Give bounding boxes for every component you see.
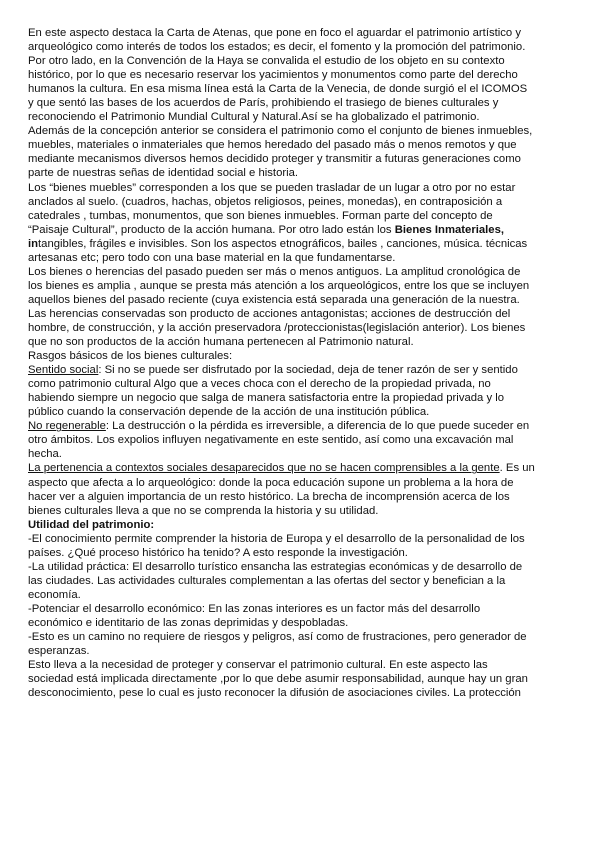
text-line: esperanzas. xyxy=(28,645,90,658)
text-line: países. ¿Qué proceso histórico ha tenido? A esto responde la investigación. xyxy=(28,546,408,559)
text-line: aquellos bienes del pasado reciente (cuya existencia está separada una generación de la nuestra. xyxy=(28,293,520,306)
text-line: otro ámbitos. Los expolios influyen negativamente en este sentido, así como una excavación mal xyxy=(28,434,514,447)
text-line: intangibles, frágiles e invisibles. Son los aspectos etnográficos, bailes , canciones, música. técnicas xyxy=(28,237,528,250)
text-line: desconocimiento, pese lo cual es justo reconocer la difusión de asociaciones civiles. La protección xyxy=(28,687,521,700)
text-line: -La utilidad práctica: El desarrollo turístico ensancha las estrategias económicas y de desarrollo de xyxy=(28,560,523,573)
text-line: Sentido social: Si no se puede ser disfrutado por la sociedad, deja de tener razón de ser y sentido xyxy=(28,364,518,377)
text-line: que no son productos de la acción humana pertenecen al Patrimonio natural. xyxy=(28,336,414,349)
text-line: No regenerable: La destrucción o la pérdida es irreversible, a diferencia de lo que puede suceder en xyxy=(28,420,530,433)
text-line: Además de la concepción anterior se considera el patrimonio como el conjunto de bienes inmuebles, xyxy=(28,125,533,138)
text-line: hacer ver a alguien importancia de un resto histórico. La brecha de incomprensión acerca de los xyxy=(28,490,510,503)
underlined-term-no-regenerable: No regenerable xyxy=(28,420,106,433)
text-line: -Esto es un camino no requiere de riesgos y peligros, así como de frustraciones, pero generador de xyxy=(28,631,527,644)
text-line: como patrimonio cultural Algo que a veces choca con el derecho de la propiedad privada, no xyxy=(28,378,491,391)
text-line: arqueológico como interés de todos los estados; es decir, el fomento y la promoción del patrimonio. xyxy=(28,41,526,54)
text-line: anclados al suelo. (cuadros, hachas, objetos religiosos, peines, monedas), en contraposición a xyxy=(28,195,503,208)
text-line: artesanas etc; pero todo con una base material en la que fundamentarse. xyxy=(28,251,396,264)
text-line: habiendo siempre un negocio que salga de manera satisfactoria entre la propiedad privada y lo xyxy=(28,392,505,405)
text-line: “Paisaje Cultural”, producto de la acción humana. Por otro lado están los Bienes Inmateriales, xyxy=(28,223,504,236)
text-line: Las herencias conservadas son producto de acciones antagonistas; acciones de destrucción del xyxy=(28,307,511,320)
text-line: y que sentó las bases de los acuerdos de París, prohibiendo el trasiego de bienes culturales y xyxy=(28,97,499,110)
text-line: Los bienes o herencias del pasado pueden ser más o menos antiguos. La amplitud cronológica de xyxy=(28,265,521,278)
text-line: Los “bienes muebles” corresponden a los que se pueden trasladar de un lugar a otro por no estar xyxy=(28,181,516,194)
underlined-term-sentido-social: Sentido social xyxy=(28,364,99,377)
text-line: humanos la cultura. En esa misma línea está la Carta de la Venecia, de donde surgió el el ICOMOS xyxy=(28,83,528,96)
text-line: Por otro lado, en la Convención de la Haya se convalida el estudio de los objeto en su contexto xyxy=(28,55,505,68)
bold-prefix: in xyxy=(28,237,39,250)
text-line: parte de nuestras señas de identidad social e historia. xyxy=(28,167,299,180)
text-line: histórico, por lo que es necesario reservar los yacimientos y monumentos como parte del derecho xyxy=(28,69,518,82)
text-line: sociedad está implicada directamente ,por lo que debe asumir responsabilidad, aunque hay un gran xyxy=(28,673,528,686)
text-line: bienes culturales lleva a que no se comprenda la historia y su utilidad. xyxy=(28,504,379,517)
text-line: Rasgos básicos de los bienes culturales: xyxy=(28,350,233,363)
text-line: las ciudades. Las actividades culturales complementan a las ofertas del sector y benefician a la xyxy=(28,574,506,587)
section-heading-utilidad: Utilidad del patrimonio: xyxy=(28,518,155,531)
text-line: -Potenciar el desarrollo económico: En las zonas interiores es un factor más del desarrollo xyxy=(28,602,481,615)
text-line: público cuando la conservación depende de la acción de una institución pública. xyxy=(28,406,430,419)
text-line: En este aspecto destaca la Carta de Atenas, que pone en foco el aguardar el patrimonio artístico y xyxy=(28,27,521,39)
text-line: mediante mecanismos diversos hemos decidido proteger y transmitir a futuras generaciones como xyxy=(28,153,521,166)
text-line: reconociendo el Patrimonio Mundial Cultural y Natural.Así se ha globalizado el patrimonio. xyxy=(28,111,480,124)
text-line: catedrales , tumbas, monumentos, que son bienes inmuebles. Forman parte del concepto de xyxy=(28,209,493,222)
text-line: La pertenencia a contextos sociales desaparecidos que no se hacen comprensibles a la gente. Es un xyxy=(28,462,535,475)
text-line: hecha. xyxy=(28,448,62,461)
document-body xyxy=(28,26,572,700)
text-line: economía. xyxy=(28,588,81,601)
text-line: los bienes es amplia , aunque se presta más atención a los arqueológicos, entre los que se incluyen xyxy=(28,279,530,292)
text-line: económico e identitario de las zonas deprimidas y despobladas. xyxy=(28,616,349,629)
text-line: -El conocimiento permite comprender la historia de Europa y el desarrollo de la personalidad de los xyxy=(28,532,525,545)
text-line: hombre, de construcción, y la acción preservadora /proteccionistas(legislación anterior). Los bienes xyxy=(28,321,526,334)
underlined-term-pertenencia: La pertenencia a contextos sociales desaparecidos que no se hacen comprensibles a la gente xyxy=(28,462,500,475)
text-line: Esto lleva a la necesidad de proteger y conservar el patrimonio cultural. En este aspecto las xyxy=(28,659,488,672)
bold-term-bienes-inmateriales: Bienes Inmateriales, xyxy=(394,223,504,236)
text-line: muebles, materiales o inmateriales que hemos heredado del pasado más o menos remotos y que xyxy=(28,139,517,152)
text-line: aspecto que afecta a lo arqueológico: donde la poca educación supone un problema a la hora de xyxy=(28,476,514,489)
